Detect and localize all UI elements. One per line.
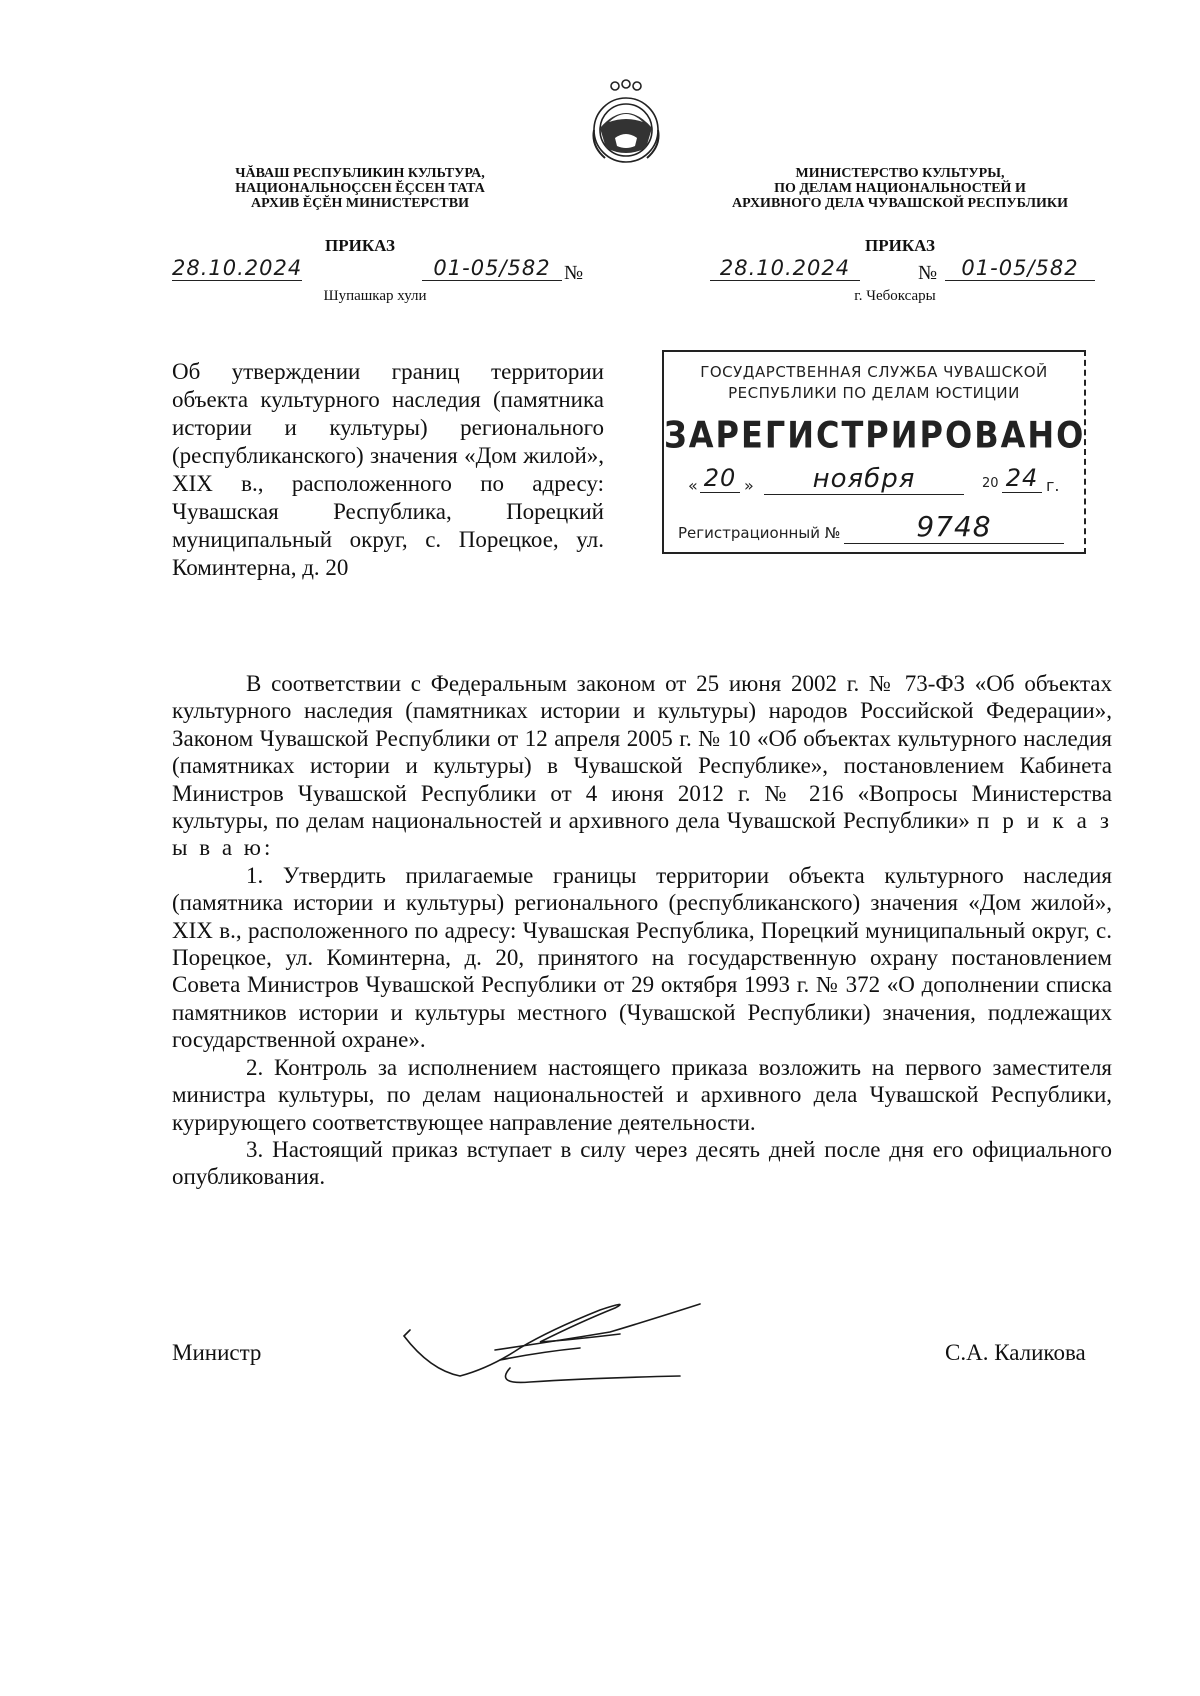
stamp-year-prefix: 20 [982, 476, 999, 491]
header-left-line2: НАЦИОНАЛЬНОÇСЕН ĔÇСЕН ТАТА [235, 181, 485, 196]
header-left-line1: ЧĂВАШ РЕСПУБЛИКИН КУЛЬТУРА, [235, 166, 485, 181]
stamp-registered: ЗАРЕГИСТРИРОВАНО [664, 413, 1086, 457]
stamp-day: 20 [700, 464, 740, 493]
header-right-city: г. Чебоксары [854, 288, 936, 304]
header-right-number: 01-05/582 [945, 256, 1095, 281]
header-left-number: 01-05/582 [422, 256, 562, 281]
header-left-doc-type: ПРИКАЗ [325, 236, 395, 255]
stamp-quote-close: » [744, 476, 754, 495]
header-left-date-number [172, 256, 592, 288]
body-item-3: 3. Настоящий приказ вступает в силу через десять дней после дня его официального опубликования. [172, 1136, 1112, 1190]
body-item-2: 2. Контроль за исполнением настоящего приказа возложить на первого заместителя министра культуры, по делам национальностей и архивного дела Чувашской Республики, курирующего соответствующее направление деятельности. [172, 1054, 1112, 1135]
stamp-year-suffix: 24 [1002, 464, 1042, 493]
header-right-line2: ПО ДЕЛАМ НАЦИОНАЛЬНОСТЕЙ И [774, 181, 1026, 196]
header-left-city: Шупашкар хули [323, 288, 427, 304]
header-right-line3: АРХИВНОГО ДЕЛА ЧУВАШСКОЙ РЕСПУБЛИКИ [732, 196, 1068, 211]
handwritten-signature [400, 1290, 720, 1400]
header-left-org [170, 166, 550, 211]
signature-position: Министр [172, 1340, 262, 1365]
registration-stamp [662, 350, 1086, 554]
order-body [172, 670, 1112, 1191]
header-right-org [690, 166, 1110, 211]
stamp-line1: ГОСУДАРСТВЕННАЯ СЛУЖБА ЧУВАШСКОЙ [700, 363, 1048, 381]
header-left-line3: АРХИВ ĔÇĔН МИНИСТЕРСТВИ [251, 196, 469, 211]
body-intro-text: В соответствии с Федеральным законом от 25 июня 2002 г. № 73-ФЗ «Об объектах культурного наследия (памятниках истории и культуры) народов Российской Федерации», Законом Чувашской Республики от 12 апреля 2005 г. № 10 «Об объектах культурного наследия (памятниках истории и культуры) в Чувашской Республике», постановлением Кабинета Министров Чувашской Республики от 4 июня 2012 г. № 216 «Вопросы Министерства культуры, по делам национальностей и архивного дела Чувашской Республики» [172, 671, 1112, 834]
stamp-line2: РЕСПУБЛИКИ ПО ДЕЛАМ ЮСТИЦИИ [728, 384, 1020, 402]
body-intro [172, 670, 1112, 862]
header-right-date-number [710, 256, 1110, 288]
signature-name: С.А. Каликова [945, 1340, 1086, 1365]
stamp-reg-number: 9748 [844, 510, 1064, 544]
stamp-reg-row [664, 510, 1084, 550]
coat-of-arms-emblem [585, 78, 667, 168]
header-left-date: 28.10.2024 [172, 256, 303, 280]
stamp-year-letter: г. [1046, 476, 1060, 495]
body-order-word: п р и к а з ы в а ю: [172, 808, 1112, 861]
header-right-doc-type: ПРИКАЗ [865, 236, 935, 255]
header-right-date: 28.10.2024 [710, 256, 860, 281]
header-right-line1: МИНИСТЕРСТВО КУЛЬТУРЫ, [795, 166, 1005, 181]
stamp-quote-open: « [688, 476, 698, 495]
header-right-number-sign: № [918, 262, 938, 284]
stamp-month: ноября [764, 464, 964, 495]
stamp-reg-label: Регистрационный № [678, 524, 841, 542]
stamp-date-row [664, 464, 1084, 504]
order-title: Об утверждении границ территории объекта культурного наследия (памятника истории и культуры) регионального (республиканского) значения «Дом жилой», XIX в., расположенного по адресу: Чувашская Республика, Порецкий муниципальный округ, с. Порецкое, ул. Коминтерна, д. 20 [172, 359, 604, 580]
header-left-number-sign: № [564, 262, 584, 284]
body-item-1: 1. Утвердить прилагаемые границы территории объекта культурного наследия (памятника истории и культуры) регионального (республиканского) значения «Дом жилой», XIX в., расположенного по адресу: Чувашская Республика, Порецкий муниципальный округ, с. Порецкое, ул. Коминтерна, д. 20, принятого на государственную охрану постановлением Совета Министров Чувашской Республики от 29 октября 1993 г. № 372 «О дополнении списка памятников истории и культуры местного (Чувашской Республики) значения, подлежащих государственной охране». [172, 862, 1112, 1053]
